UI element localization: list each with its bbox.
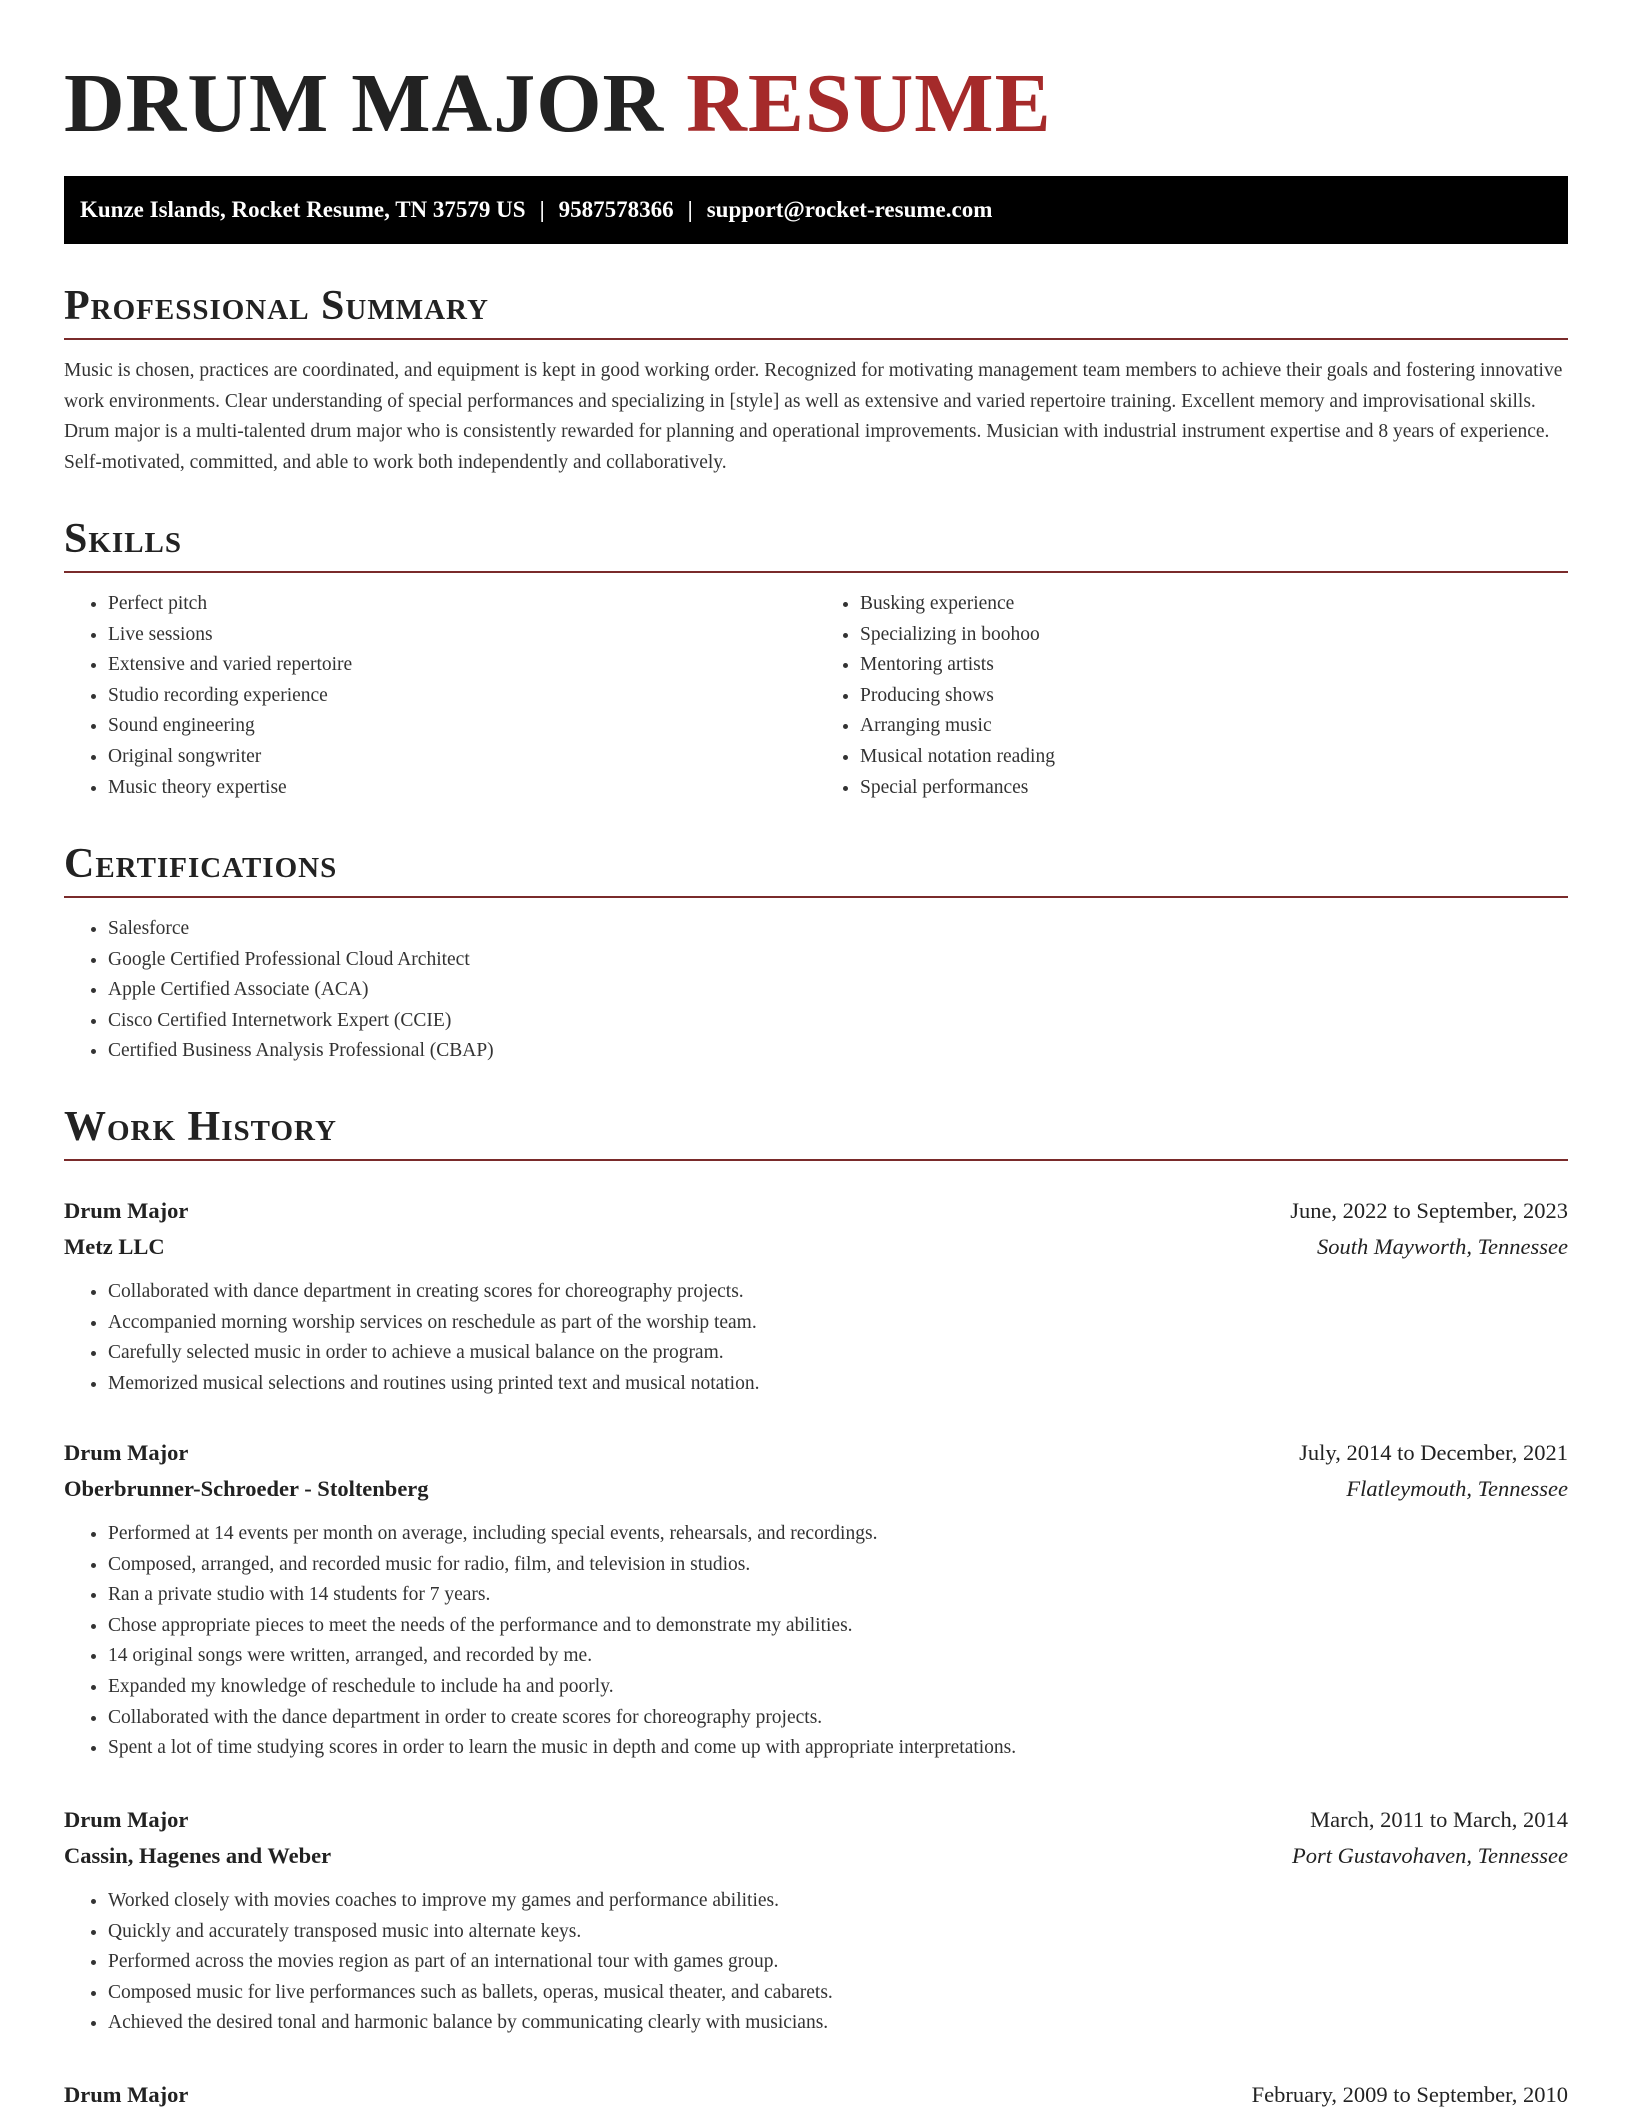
certification-item: • Cisco Certified Internetwork Expert (CCIE) xyxy=(108,1006,1568,1037)
contact-separator: | xyxy=(687,197,693,222)
job-header-row xyxy=(64,1193,1568,1229)
skill-item: • Producing shows xyxy=(860,681,1568,712)
certification-item: • Google Certified Professional Cloud Architect xyxy=(108,945,1568,976)
job-bullets xyxy=(64,1277,1568,1399)
title-main: DRUM MAJOR xyxy=(64,57,665,150)
job-bullet: • Performed at 14 events per month on average, including special events, rehearsals, and recordings. xyxy=(108,1519,1568,1550)
resume-page xyxy=(64,0,1568,2107)
job-dates: June, 2022 to September, 2023 xyxy=(1290,1198,1568,1223)
job-title: Drum Major xyxy=(64,1807,189,1832)
job-bullet: • Spent a lot of time studying scores in order to learn the music in depth and come up with appropriate interpretations. xyxy=(108,1733,1568,1764)
certification-item: • Certified Business Analysis Professional (CBAP) xyxy=(108,1036,1568,1067)
job-company: Oberbrunner-Schroeder - Stoltenberg xyxy=(64,1476,429,1501)
job-entry xyxy=(64,1435,1568,1764)
contact-phone[interactable]: 9587578366 xyxy=(558,197,674,222)
job-title: Drum Major xyxy=(64,1440,189,1465)
certification-item: • Salesforce xyxy=(108,914,1568,945)
job-subheader-row xyxy=(64,1229,1568,1265)
contact-bar xyxy=(64,176,1568,244)
skill-item: • Arranging music xyxy=(860,711,1568,742)
skill-item: • Live sessions xyxy=(108,620,816,651)
job-header-row xyxy=(64,2077,1568,2113)
job-subheader-row xyxy=(64,1471,1568,1507)
certifications-list xyxy=(64,914,1568,1067)
job-bullet: • Collaborated with the dance department in order to create scores for choreography projects. xyxy=(108,1703,1568,1734)
job-bullet: • Achieved the desired tonal and harmonic balance by communicating clearly with musicians. xyxy=(108,2008,1568,2039)
job-title: Drum Major xyxy=(64,1198,189,1223)
job-bullet: • Carefully selected music in order to achieve a musical balance on the program. xyxy=(108,1338,1568,1369)
skills-list-right xyxy=(816,589,1568,803)
job-entry xyxy=(64,2077,1568,2113)
job-bullet: • Chose appropriate pieces to meet the needs of the performance and to demonstrate my abilities. xyxy=(108,1611,1568,1642)
skill-item: • Musical notation reading xyxy=(860,742,1568,773)
skills-heading: Skills xyxy=(64,513,1568,573)
skill-item: • Original songwriter xyxy=(108,742,816,773)
skill-item: • Studio recording experience xyxy=(108,681,816,712)
certifications-heading: Certifications xyxy=(64,838,1568,898)
skills-list-left xyxy=(64,589,816,803)
job-header-row xyxy=(64,1802,1568,1838)
job-bullet: • Ran a private studio with 14 students for 7 years. xyxy=(108,1580,1568,1611)
job-location: South Mayworth, Tennessee xyxy=(1316,1234,1568,1259)
summary-section xyxy=(64,280,1568,478)
resume-title xyxy=(64,0,1568,176)
title-accent: RESUME xyxy=(686,57,1052,150)
job-company: Metz LLC xyxy=(64,1234,165,1259)
work-history-section xyxy=(64,1101,1568,1161)
summary-heading: Professional Summary xyxy=(64,280,1568,340)
job-entry xyxy=(64,1802,1568,2039)
skill-item: • Music theory expertise xyxy=(108,773,816,804)
job-subheader-row xyxy=(64,1838,1568,1874)
skills-section xyxy=(64,513,1568,803)
contact-email[interactable]: support@rocket-resume.com xyxy=(706,197,993,222)
job-bullet: • Expanded my knowledge of reschedule to include ha and poorly. xyxy=(108,1672,1568,1703)
skill-item: • Extensive and varied repertoire xyxy=(108,650,816,681)
job-location: Flatleymouth, Tennessee xyxy=(1346,1476,1568,1501)
skill-item: • Perfect pitch xyxy=(108,589,816,620)
job-title: Drum Major xyxy=(64,2082,189,2107)
skill-item: • Sound engineering xyxy=(108,711,816,742)
skill-item: • Specializing in boohoo xyxy=(860,620,1568,651)
job-bullet: • Performed across the movies region as part of an international tour with games group. xyxy=(108,1947,1568,1978)
certifications-section xyxy=(64,838,1568,1067)
job-bullet: • Quickly and accurately transposed music into alternate keys. xyxy=(108,1917,1568,1948)
certification-item: • Apple Certified Associate (ACA) xyxy=(108,975,1568,1006)
job-company: Cassin, Hagenes and Weber xyxy=(64,1843,332,1868)
job-dates: March, 2011 to March, 2014 xyxy=(1310,1807,1568,1832)
job-bullet: • Accompanied morning worship services on reschedule as part of the worship team. xyxy=(108,1308,1568,1339)
job-bullet: • Collaborated with dance department in creating scores for choreography projects. xyxy=(108,1277,1568,1308)
work-history-heading: Work History xyxy=(64,1101,1568,1161)
job-bullet: • Composed music for live performances such as ballets, operas, musical theater, and cabarets. xyxy=(108,1978,1568,2009)
skill-item: • Busking experience xyxy=(860,589,1568,620)
skill-item: • Special performances xyxy=(860,773,1568,804)
job-bullets xyxy=(64,1886,1568,2039)
job-bullet: • Memorized musical selections and routines using printed text and musical notation. xyxy=(108,1369,1568,1400)
job-header-row xyxy=(64,1435,1568,1471)
skill-item: • Mentoring artists xyxy=(860,650,1568,681)
job-bullet: • Composed, arranged, and recorded music for radio, film, and television in studios. xyxy=(108,1550,1568,1581)
job-bullets xyxy=(64,1519,1568,1764)
job-bullet: • Worked closely with movies coaches to improve my games and performance abilities. xyxy=(108,1886,1568,1917)
job-location: Port Gustavohaven, Tennessee xyxy=(1292,1843,1568,1868)
job-bullet: • 14 original songs were written, arranged, and recorded by me. xyxy=(108,1641,1568,1672)
job-dates: July, 2014 to December, 2021 xyxy=(1299,1440,1568,1465)
job-entry xyxy=(64,1193,1568,1399)
summary-text: Music is chosen, practices are coordinated, and equipment is kept in good working order. Recognized for motivating management team members to achieve their goals and fostering innovative work environments. Clear understanding of special performances and specializing in [style] as well as extensive and varied repertoire training. Excellent memory and improvisational skills. Drum major is a multi-talented drum major who is consistently rewarded for planning and operational improvements. Musician with industrial instrument expertise and 8 years of experience. Self-motivated, committed, and able to work both independently and collaboratively. xyxy=(64,360,1563,473)
contact-separator: | xyxy=(539,197,545,222)
skills-columns xyxy=(64,573,1568,803)
job-dates: February, 2009 to September, 2010 xyxy=(1251,2082,1568,2107)
contact-address: Kunze Islands, Rocket Resume, TN 37579 US xyxy=(80,197,526,222)
